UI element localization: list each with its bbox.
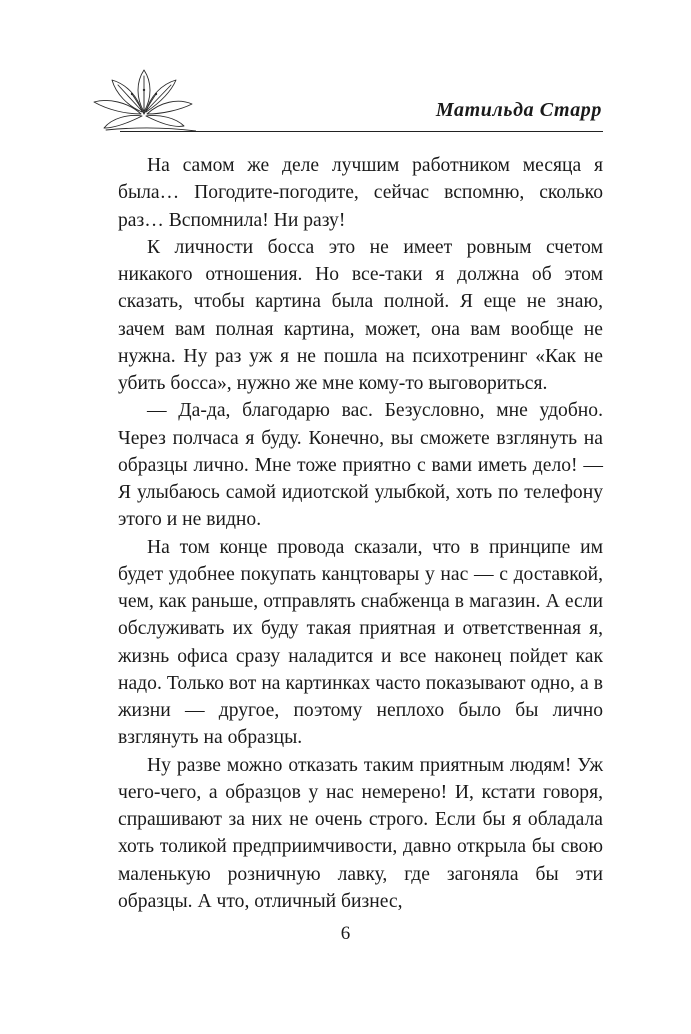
paragraph: Ну разве можно отказать таким приятным людям! Уж чего-чего, а образцов у нас немерено! И, кстати говоря, спрашивают за них не очень строго. Если бы я обладала хоть толикой предприимчивости, давно открыла бы свою маленькую розничную лавку, где загоняла бы эти образцы. А что, отличный бизнес, bbox=[118, 754, 603, 912]
body-text bbox=[118, 152, 603, 915]
paragraph: На том конце провода сказали, что в принципе им будет удобнее покупать канцтовары у нас — с доставкой, чем, как раньше, отправлять снабженца в магазин. А если обслуживать их буду такая приятная и ответственная я, жизнь офиса сразу наладится и все наконец пойдет как надо. Только вот на картинках часто показывают одно, а в жизни — другое, поэтому неплохо было бы лично взглянуть на образцы. bbox=[118, 536, 603, 749]
paragraph: На самом же деле лучшим работником месяца я была… Погодите-погодите, сейчас вспомню, сколько раз… Вспомнила! Ни разу! bbox=[118, 155, 603, 231]
header-rule bbox=[120, 131, 603, 132]
paragraph: — Да-да, благодарю вас. Безусловно, мне удобно. Через полчаса я буду. Конечно, вы сможете взглянуть на образцы лично. Мне тоже приятно с вами иметь дело! — Я улыбаюсь самой идиотской улыбкой, хоть по телефону этого и не видно. bbox=[118, 400, 603, 531]
lily-flower-icon bbox=[86, 68, 196, 140]
paragraph: К личности босса это не имеет ровным счетом никакого отношения. Но все-таки я должна об этом сказать, чтобы картина была полной. Я еще не знаю, зачем вам полная картина, может, она вам вообще не нужна. Ну раз уж я не пошла на психотренинг «Как не убить босса», нужно же мне кому-то выговориться. bbox=[118, 236, 603, 394]
page-number: 6 bbox=[340, 923, 351, 944]
running-header-author: Матильда Старр bbox=[435, 99, 602, 121]
